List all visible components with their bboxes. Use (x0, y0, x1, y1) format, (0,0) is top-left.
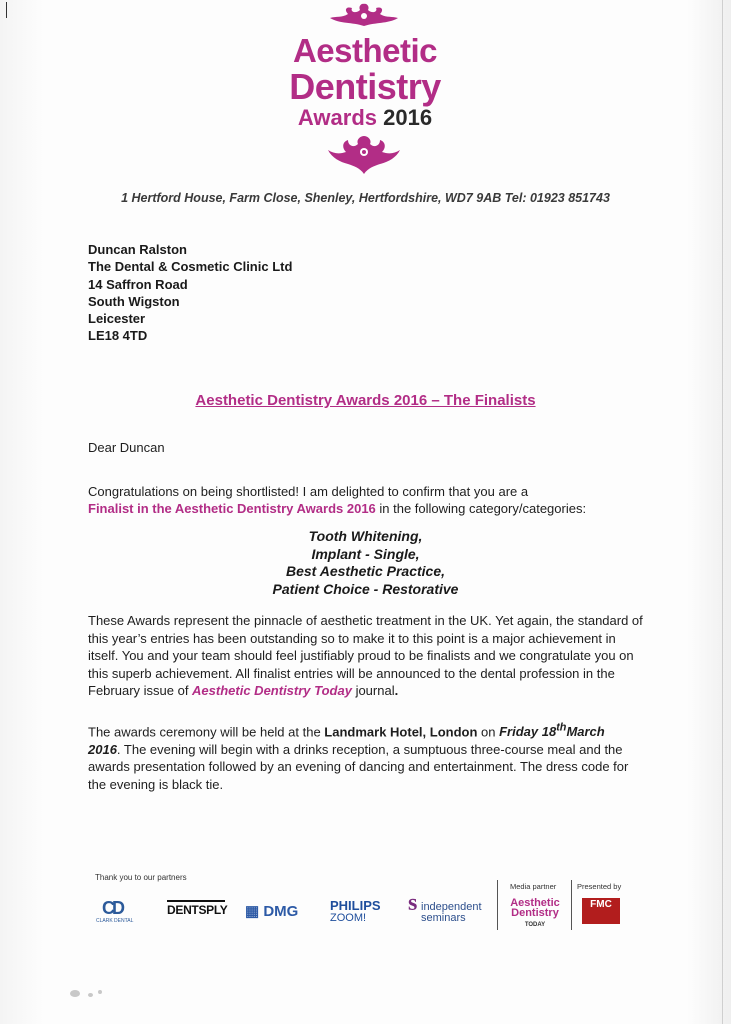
para3-a: The awards ceremony will be held at the (88, 724, 325, 740)
sender-address: 1 Hertford House, Farm Close, Shenley, Hertfordshire, WD7 9AB Tel: 01923 851743 (121, 191, 610, 205)
presented-by-label: Presented by (577, 882, 622, 891)
recipient-address (88, 241, 292, 345)
ornament-bottom-icon (322, 134, 406, 176)
salutation: Dear Duncan (88, 440, 165, 455)
para1-tail: in the following category/categories: (375, 501, 587, 516)
media-partner-label: Media partner (510, 882, 557, 891)
clark-dental-text: CLARK DENTAL (96, 918, 134, 924)
para2-tail: journal (351, 683, 395, 698)
logo-line-dentistry: Dentistry (289, 66, 441, 107)
philips-text: PHILIPS (330, 898, 381, 913)
ceremony-day: Friday 18 (499, 724, 557, 740)
category-item: Patient Choice - Restorative (272, 580, 459, 597)
para2-end: . (394, 683, 399, 698)
fmc-text: FMC (590, 899, 612, 910)
adt-word-3: TODAY (524, 922, 546, 928)
journal-name: Aesthetic Dentistry Today (192, 683, 352, 698)
dentsply-bar (167, 900, 225, 902)
dmg-text: DMG (263, 903, 299, 920)
fmc-logo (582, 898, 620, 924)
dmg-logo (245, 902, 298, 920)
ceremony-paragraph (88, 720, 648, 793)
awards-paragraph (88, 612, 648, 700)
awards-logo (260, 2, 470, 180)
ceremony-day-suffix: th (556, 722, 567, 734)
partner-divider (497, 880, 498, 930)
paper-smudge (88, 993, 93, 997)
recipient-line: Duncan Ralston (88, 242, 187, 257)
aesthetic-dentistry-today-logo (503, 898, 567, 930)
page-edge-mark (6, 2, 7, 18)
para1-lead: Congratulations on being shortlisted! I am delighted to confirm that you are a (88, 484, 529, 499)
letter-heading: Aesthetic Dentistry Awards 2016 – The Finalists (195, 392, 536, 409)
ceremony-year: 2016 (88, 741, 117, 757)
dentsply-logo: DENTSPLY (167, 903, 228, 917)
category-item: Implant - Single, (311, 545, 420, 562)
independent-seminars-text (421, 902, 482, 924)
category-item: Tooth Whitening, (308, 528, 423, 544)
recipient-line: LE18 4TD (88, 328, 148, 344)
category-item: Best Aesthetic Practice, (286, 563, 445, 579)
independent-seminars-icon: s (408, 890, 418, 916)
paper-smudge (98, 990, 102, 994)
para2-text: These Awards represent the pinnacle of aesthetic treatment in the UK. Yet again, the standard of this year’s entries has been outstanding so to make it to this point is a major achievement in itself. You and your team should feel justifiably proud to be finalists and we congratulate you on this superb achievement. All finalist entries will be announced to the dental profession in the February issue of (88, 613, 643, 698)
dmg-icon: ▦ (245, 903, 264, 920)
zoom-text: ZOOM! (330, 912, 367, 924)
adt-word-1: Aesthetic (510, 897, 560, 909)
logo-line-aesthetic: Aesthetic (292, 32, 438, 69)
independent-word: independent (421, 901, 482, 913)
recipient-line: 14 Saffron Road (88, 276, 188, 292)
partner-divider (571, 880, 572, 930)
logo-year: 2016 (383, 105, 433, 130)
para3-b: on (477, 724, 500, 740)
congratulations-paragraph (88, 483, 648, 517)
finalist-highlight: Finalist in the Aesthetic Dentistry Awards 2016 (88, 501, 376, 516)
ornament-top-icon (322, 2, 406, 28)
page-edge (722, 0, 723, 1024)
logo-awards-word: Awards (297, 105, 377, 130)
ceremony-month: March (566, 724, 605, 740)
paper-smudge (70, 990, 80, 997)
seminars-word: seminars (421, 912, 466, 924)
philips-zoom-logo (330, 899, 381, 925)
para3-c: . The evening will begin with a drinks reception, a sumptuous three-course meal and the awards presentation followed by an evening of dancing and entertainment. The dress code for the evening is black tie. (88, 741, 629, 792)
recipient-line: South Wigston (88, 293, 180, 309)
clark-dental-icon: CD (102, 898, 122, 918)
clark-dental-logo (96, 898, 148, 928)
category-list (0, 528, 731, 598)
partners-label: Thank you to our partners (95, 873, 187, 882)
venue: Landmark Hotel, London (324, 724, 478, 740)
recipient-line: Leicester (88, 311, 146, 327)
adt-word-2: Dentistry (511, 907, 559, 919)
logo-line-awards (260, 105, 470, 131)
recipient-line: The Dental & Cosmetic Clinic Ltd (88, 259, 293, 275)
